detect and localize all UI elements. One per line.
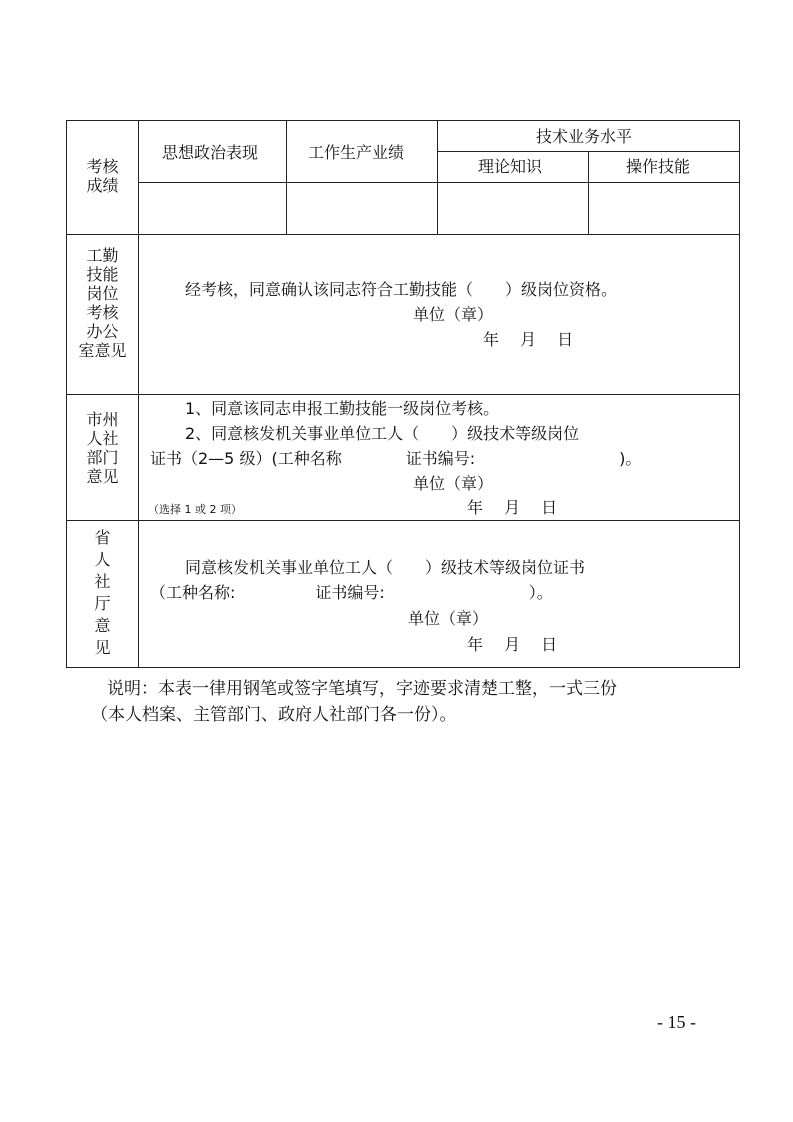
label-line: 工勤	[86, 246, 119, 265]
label-line: 人	[94, 550, 111, 569]
label-line: 岗位	[86, 284, 119, 303]
office-opinion-unit: 单位（章）	[413, 305, 494, 324]
province-opinion-text: 同意核发机关事业单位工人（ ）级技术等级岗位证书	[185, 558, 586, 577]
label-line: 技能	[86, 265, 119, 284]
footnote-line2: （本人档案、主管部门、政府人社部门各一份）。	[91, 705, 457, 725]
label-line: 市州	[86, 410, 119, 429]
label-line: 室意见	[78, 341, 127, 360]
row-divider	[66, 234, 740, 235]
col-performance-header: 工作生产业绩	[308, 143, 405, 162]
office-opinion-label	[67, 246, 138, 360]
label-line: 人社	[86, 429, 119, 448]
city-opinion-label	[67, 410, 138, 486]
label-line: 考核	[86, 157, 119, 176]
label-line: 成绩	[86, 176, 119, 195]
label-line: 办公	[86, 322, 119, 341]
office-opinion-text: 经考核，同意确认该同志符合工勤技能（ ）级岗位资格。	[185, 280, 618, 299]
label-line: 厅	[94, 594, 111, 613]
col-technical-header: 技术业务水平	[536, 127, 633, 146]
city-opinion-item2: 2、同意核发机关事业单位工人（ ）级技术等级岗位	[185, 424, 580, 443]
province-opinion-unit: 单位（章）	[408, 609, 489, 628]
label-column-divider	[138, 120, 139, 668]
column-divider	[286, 120, 287, 235]
table-border-top	[66, 120, 740, 121]
column-divider	[437, 120, 438, 235]
label-line: 部门	[86, 448, 119, 467]
city-opinion-item2-cont: 证书（2—5 级）(工种名称 证书编号: )。	[150, 449, 642, 468]
city-opinion-note: （选择 1 或 2 项）	[148, 503, 242, 516]
col-politics-header: 思想政治表现	[162, 143, 259, 162]
col-theory-header: 理论知识	[478, 157, 543, 176]
office-opinion-date: 年 月 日	[483, 330, 574, 349]
label-line: 见	[94, 638, 111, 657]
city-opinion-unit: 单位（章）	[413, 474, 494, 493]
col-operation-header: 操作技能	[626, 157, 691, 176]
province-opinion-date: 年 月 日	[467, 635, 558, 654]
column-divider	[588, 151, 589, 235]
city-opinion-item1: 1、同意该同志申报工勤技能一级岗位考核。	[185, 399, 500, 418]
assessment-label	[67, 157, 138, 195]
footnote-line1: 说明：本表一律用钢笔或签字笔填写，字迹要求清楚工整，一式三份	[107, 679, 617, 699]
city-opinion-date: 年 月 日	[467, 498, 558, 517]
row-divider	[138, 182, 740, 183]
label-line: 省	[94, 528, 111, 547]
label-line: 社	[94, 572, 111, 591]
table-border-bottom	[66, 667, 740, 668]
province-opinion-label	[67, 527, 138, 659]
row-divider	[66, 520, 740, 521]
row-divider	[66, 394, 740, 395]
page-number: - 15 -	[657, 1012, 696, 1032]
province-opinion-text-cont: （工种名称: 证书编号: ）。	[150, 583, 553, 602]
label-line: 意	[94, 616, 111, 635]
label-line: 考核	[86, 303, 119, 322]
label-line: 意见	[86, 467, 119, 486]
